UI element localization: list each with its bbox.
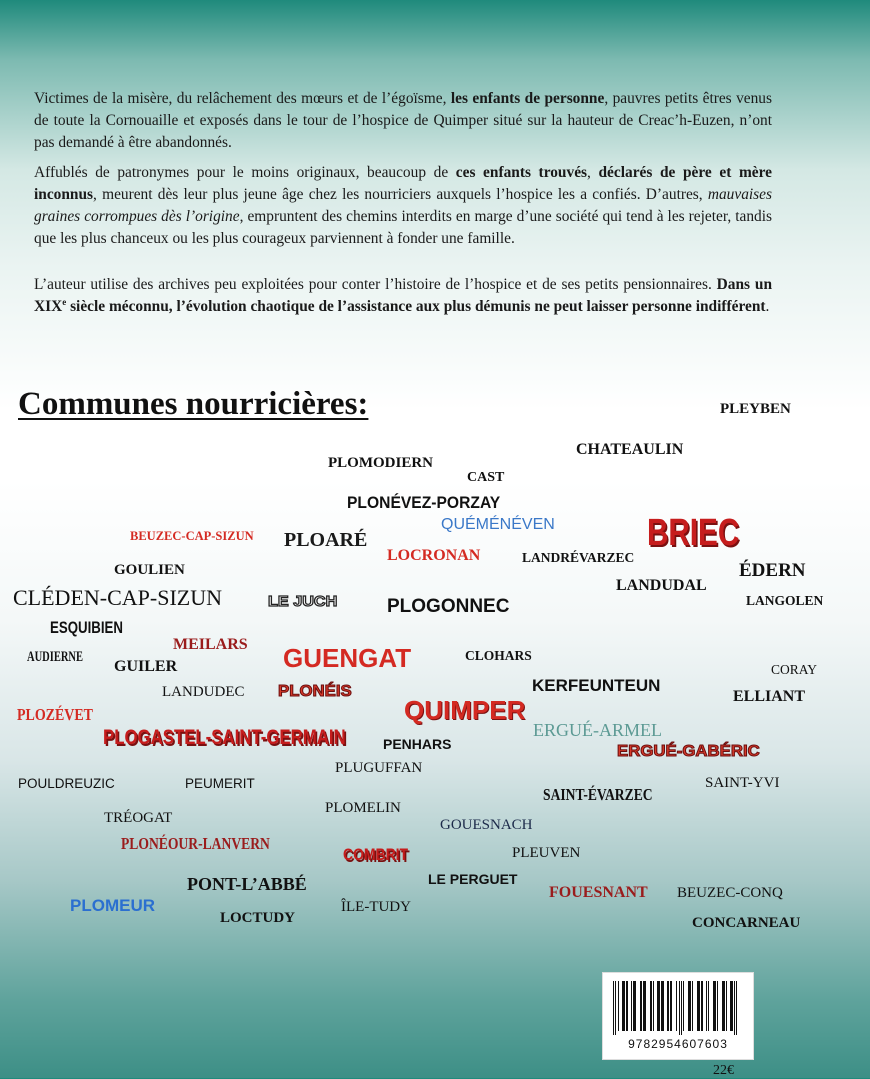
commune-saint-yvi: SAINT-YVI [705,775,780,791]
commune-landudec: LANDUDEC [162,684,245,700]
commune-briec: BRIEC [647,512,740,554]
commune-ploneis: PLONÉIS [278,683,352,700]
barcode-bar [692,981,693,1031]
barcode-bar [670,981,672,1031]
barcode-bar [717,981,718,1031]
barcode-bar [657,981,660,1031]
commune-cleden-cap-sizun: CLÉDEN-CAP-SIZUN [13,585,222,610]
commune-ergue-gaberic: ERGUÉ-GABÉRIC [617,743,760,760]
barcode-bar [688,981,691,1031]
commune-beuzec-conq: BEUZEC-CONQ [677,885,783,901]
barcode-bar [650,981,652,1031]
commune-penhars: PENHARS [383,736,452,752]
commune-chateaulin: CHATEAULIN [576,441,684,458]
communes-title: Communes nourricières: [18,386,369,422]
commune-ploare: PLOARÉ [284,529,368,551]
barcode [602,972,754,1060]
barcode-bar [626,981,628,1031]
commune-plonevez-porzay: PLONÉVEZ-PORZAY [347,493,501,512]
barcode-bar [679,981,680,1035]
commune-edern: ÉDERN [739,560,806,581]
commune-plogonnec: PLOGONNEC [387,596,510,617]
commune-plogastel-saint-germain: PLOGASTEL-SAINT-GERMAIN [103,726,346,749]
barcode-bar [708,981,709,1031]
barcode-bar [697,981,700,1031]
commune-pleyben: PLEYBEN [720,401,791,417]
commune-langolen: LANGOLEN [746,593,824,608]
barcode-bar [683,981,684,1031]
commune-plomeur: PLOMEUR [70,896,155,915]
commune-pleuven: PLEUVEN [512,845,581,861]
barcode-bar [667,981,669,1031]
commune-loctudy: LOCTUDY [220,910,296,926]
barcode-bar [726,981,727,1031]
commune-pont-labbe: PONT-L’ABBÉ [187,874,307,894]
commune-saint-evarzec: SAINT-ÉVARZEC [543,785,653,804]
commune-peumerit: PEUMERIT [185,776,255,791]
commune-kerfeunteun: KERFEUNTEUN [532,676,661,695]
commune-goulien: GOULIEN [114,562,185,578]
intro-paragraph-1: Victimes de la misère, du relâchement des mœurs et de l’égoïsme, les enfants de personne, pauvres petits êtres venus de toute la Cornouaille et exposés dans le tour de l’hospice de Quimper situé sur la hauteur de Creac’h-Euzen, n’ont pas demandé à être abandonnés. [34,90,772,151]
barcode-bar [653,981,654,1031]
commune-combrit: COMBRIT [343,845,409,864]
intro-paragraph-3: L’auteur utilise des archives peu exploitées pour conter l’histoire de l’hospice et de ses petits pensionnaires. Dans un XIXe siècle méconnu, l’évolution chaotique de l’assistance aux plus démunis ne peut laisser personne indifférent. [34,276,773,315]
barcode-bar [618,981,619,1031]
commune-locronan: LOCRONAN [387,547,481,564]
barcode-bar [706,981,707,1031]
commune-gouesnach: GOUESNACH [440,817,533,833]
commune-quimper: QUIMPER [404,695,526,725]
price: 22€ [713,1063,734,1078]
commune-elliant: ELLIANT [733,688,806,705]
barcode-bar [613,981,614,1035]
commune-le-perguet: LE PERGUET [428,871,518,887]
barcode-bar [615,981,616,1035]
barcode-bar [722,981,725,1031]
commune-ergue-armel: ERGUÉ-ARMEL [533,720,662,740]
barcode-bar [633,981,636,1031]
commune-landudal: LANDUDAL [616,577,707,594]
barcode-bar [713,981,716,1031]
commune-coray: CORAY [771,662,818,677]
commune-treogat: TRÉOGAT [104,810,173,826]
barcode-bar [661,981,664,1031]
barcode-bar [681,981,682,1035]
barcode-bar [622,981,625,1031]
commune-concarneau: CONCARNEAU [692,915,801,931]
barcode-bar [734,981,735,1035]
barcode-bar [640,981,642,1031]
commune-ploneour-lanvern: PLONÉOUR-LANVERN [121,834,270,853]
barcode-bar [736,981,737,1035]
intro-paragraph-2: Affublés de patronymes pour le moins originaux, beaucoup de ces enfants trouvés, déclarés de père et mère inconnus, meurent dès leur plus jeune âge chez les nourriciers auxquels l’hospice les a confiés. D’autres, mauvaises graines corrompues dès l’origine, empruntent des chemins interdits en marge d’une société qui tend à les rejeter, tandis que les plus chanceux ou les plus courageux parviennent à fonder une famille. [34,164,772,247]
commune-quemeneven: QUÉMÉNÉVEN [441,516,555,533]
barcode-bar [676,981,677,1031]
commune-pouldreuzic: POULDREUZIC [18,776,115,791]
commune-clohars: CLOHARS [465,648,532,663]
barcode-bar [631,981,632,1031]
barcode-bar [643,981,646,1031]
commune-pluguffan: PLUGUFFAN [335,760,423,776]
commune-le-juch: LE JUCH [268,593,338,610]
barcode-bar [730,981,733,1031]
commune-ile-tudy: ÎLE-TUDY [341,899,411,915]
commune-plomodiern: PLOMODIERN [328,455,433,471]
commune-guiler: GUILER [114,658,178,675]
commune-landrevarzec: LANDRÉVARZEC [522,550,635,565]
commune-guengat: GUENGAT [283,643,412,673]
isbn-number: 9782954607603 [628,1037,728,1051]
barcode-bars [611,981,745,1035]
commune-beuzec-cap-sizun: BEUZEC-CAP-SIZUN [130,529,254,543]
commune-fouesnant: FOUESNANT [549,884,648,901]
commune-esquibien: ESQUIBIEN [50,618,123,637]
commune-cast: CAST [467,470,505,485]
commune-meilars: MEILARS [173,636,248,653]
commune-plomelin: PLOMELIN [325,800,401,816]
barcode-bar [701,981,703,1031]
commune-audierne: AUDIERNE [27,649,84,665]
commune-plozevet: PLOZÉVET [17,705,93,724]
